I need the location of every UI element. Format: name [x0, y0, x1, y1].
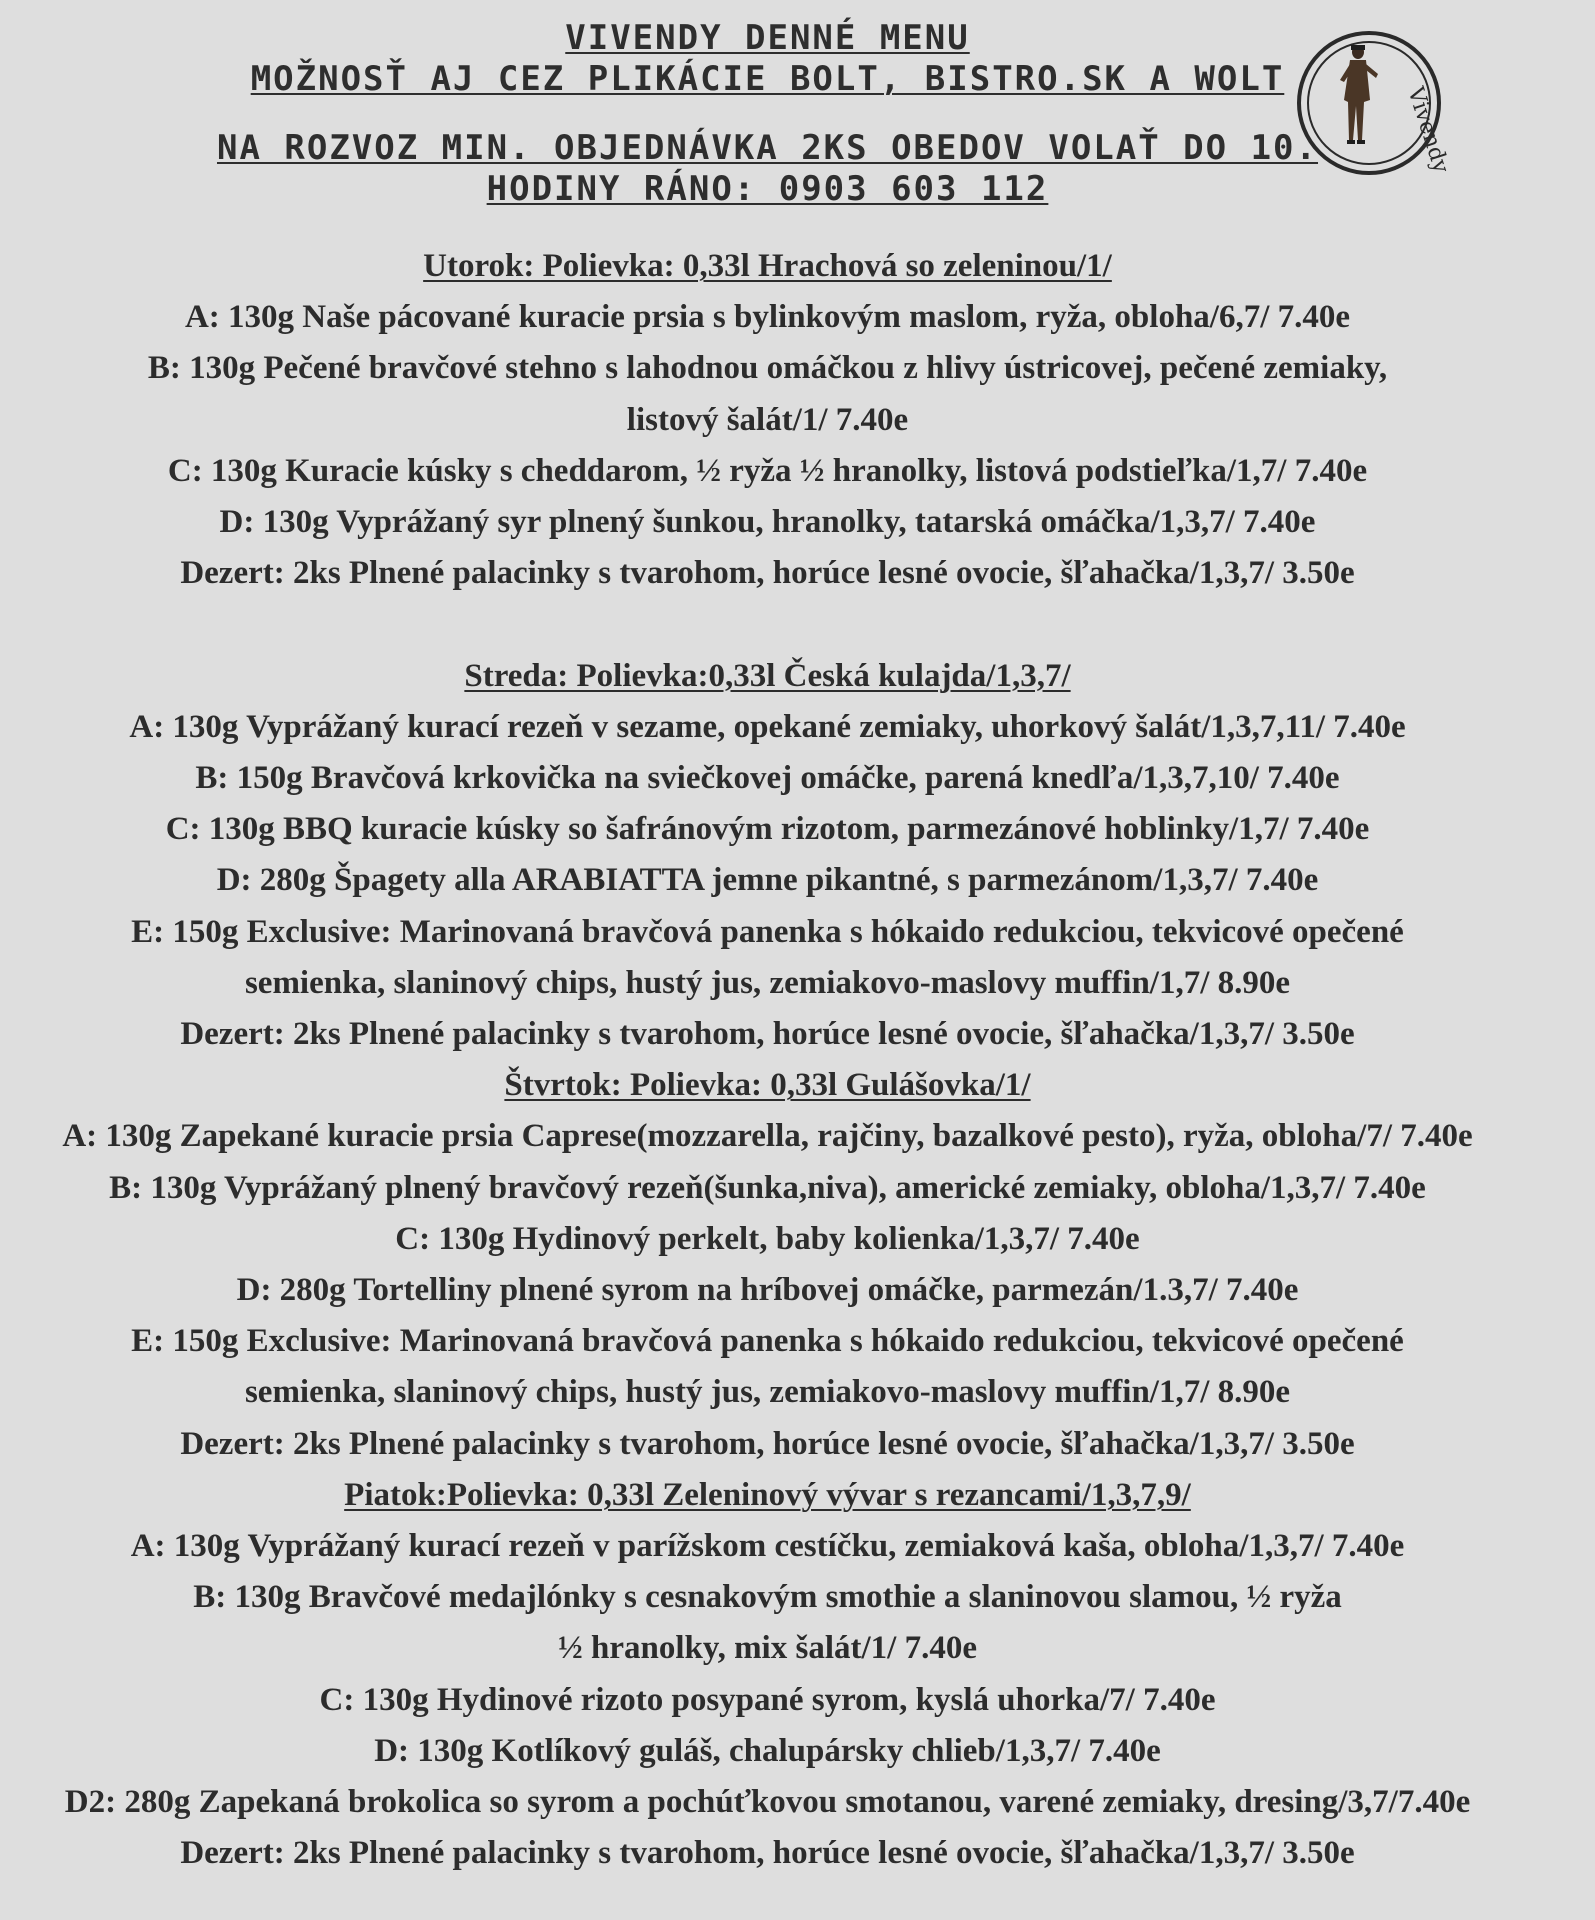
- menu-item: D2: 280g Zapekaná brokolica so syrom a pochúťkovou smotanou, varené zemiaky, dresing/3,7/7.40e: [64, 1784, 1471, 1821]
- menu-item: Dezert: 2ks Plnené palacinky s tvarohom, horúce lesné ovocie, šľahačka/1,3,7/ 3.50e: [180, 1835, 1355, 1872]
- menu-item: semienka, slaninový chips, hustý jus, zemiakovo-maslovy muffin/1,7/ 8.90e: [244, 1374, 1291, 1411]
- header-phone-line: HODINY RÁNO: 0903 603 112: [486, 169, 1049, 209]
- menu-item: E: 150g Exclusive: Marinovaná bravčová panenka s hókaido redukciou, tekvicové opečené: [131, 1323, 1404, 1360]
- menu-item: B: 150g Bravčová krkovička na sviečkovej omáčke, parená knedľa/1,3,7,10/ 7.40e: [195, 760, 1340, 797]
- menu-item: E: 150g Exclusive: Marinovaná bravčová panenka s hókaido redukciou, tekvicové opečené: [131, 913, 1404, 950]
- logo-text: Vivendy: [1402, 84, 1454, 177]
- menu-item: A: 130g Vyprážaný kurací rezeň v parížskom cestíčku, zemiaková kaša, obloha/1,3,7/ 7.40e: [130, 1528, 1405, 1565]
- menu-item: C: 130g Hydinové rizoto posypané syrom, kyslá uhorka/7/ 7.40e: [319, 1681, 1216, 1718]
- vivendy-logo: [1296, 30, 1454, 177]
- day-title-utorok: Utorok: Polievka: 0,33l Hrachová so zeleninou/1/: [423, 248, 1112, 284]
- header-delivery-line: NA ROZVOZ MIN. OBJEDNÁVKA 2KS OBEDOV VOLAŤ DO 10.: [216, 128, 1319, 168]
- menu-item: Dezert: 2ks Plnené palacinky s tvarohom, horúce lesné ovocie, šľahačka/1,3,7/ 3.50e: [180, 1016, 1355, 1053]
- day-title-piatok: Piatok:Polievka: 0,33l Zeleninový vývar s rezancami/1,3,7,9/: [344, 1476, 1191, 1513]
- menu-item: B: 130g Vyprážaný plnený bravčový rezeň(šunka,niva), americké zemiaky, obloha/1,3,7/ 7.40e: [109, 1169, 1426, 1206]
- menu-item: C: 130g BBQ kuracie kúsky so šafránovým rizotom, parmezánové hoblinky/1,7/ 7.40e: [165, 811, 1370, 848]
- day-title-streda: Streda: Polievka:0,33l Česká kulajda/1,3,7/: [464, 657, 1071, 694]
- menu-item: A: 130g Naše pácované kuracie prsia s bylinkovým maslom, ryža, obloha/6,7/ 7.40e: [184, 299, 1351, 336]
- header-apps-line: MOŽNOSŤ AJ CEZ PLIKÁCIE BOLT, BISTRO.SK A WOLT: [250, 59, 1285, 99]
- menu-item: A: 130g Zapekané kuracie prsia Caprese(mozzarella, rajčiny, bazalkové pesto), ryža, obloha/7/ 7.40e: [62, 1118, 1473, 1155]
- menu-item: A: 130g Vyprážaný kurací rezeň v sezame, opekané zemiaky, uhorkový šalát/1,3,7,11/ 7.40e: [129, 708, 1406, 745]
- menu-item: D: 280g Špagety alla ARABIATTA jemne pikantné, s parmezánom/1,3,7/ 7.40e: [216, 862, 1319, 899]
- menu-item: B: 130g Pečené bravčové stehno s lahodnou omáčkou z hlivy ústricovej, pečené zemiaky,: [147, 350, 1388, 387]
- menu-item: D: 130g Vyprážaný syr plnený šunkou, hranolky, tatarská omáčka/1,3,7/ 7.40e: [219, 504, 1316, 541]
- menu-item: D: 130g Kotlíkový guláš, chalupársky chlieb/1,3,7/ 7.40e: [374, 1732, 1161, 1769]
- menu-item: Dezert: 2ks Plnené palacinky s tvarohom, horúce lesné ovocie, šľahačka/1,3,7/ 3.50e: [180, 1425, 1355, 1462]
- menu-item: Dezert: 2ks Plnené palacinky s tvarohom, horúce lesné ovocie, šľahačka/1,3,7/ 3.50e: [180, 555, 1355, 592]
- menu-item: B: 130g Bravčové medajlónky s cesnakovým smothie a slaninovou slamou, ½ ryža: [193, 1579, 1342, 1616]
- menu-item: D: 280g Tortelliny plnené syrom na hríbovej omáčke, parmezán/1.3,7/ 7.40e: [236, 1272, 1299, 1309]
- menu-item: C: 130g Hydinový perkelt, baby kolienka/1,3,7/ 7.40e: [395, 1220, 1140, 1257]
- menu-item: listový šalát/1/ 7.40e: [626, 401, 909, 438]
- menu-item: semienka, slaninový chips, hustý jus, zemiakovo-maslovy muffin/1,7/ 8.90e: [244, 964, 1291, 1001]
- day-title-stvrtok: Štvrtok: Polievka: 0,33l Gulášovka/1/: [504, 1067, 1031, 1104]
- menu-item: ½ hranolky, mix šalát/1/ 7.40e: [558, 1630, 977, 1667]
- daily-menu: [0, 241, 1595, 1879]
- header-title: VIVENDY DENNÉ MENU: [565, 18, 970, 58]
- gentleman-figure-icon: [1296, 30, 1454, 177]
- menu-item: C: 130g Kuracie kúsky s cheddarom, ½ ryža ½ hranolky, listová podstieľka/1,7/ 7.40e: [167, 452, 1368, 489]
